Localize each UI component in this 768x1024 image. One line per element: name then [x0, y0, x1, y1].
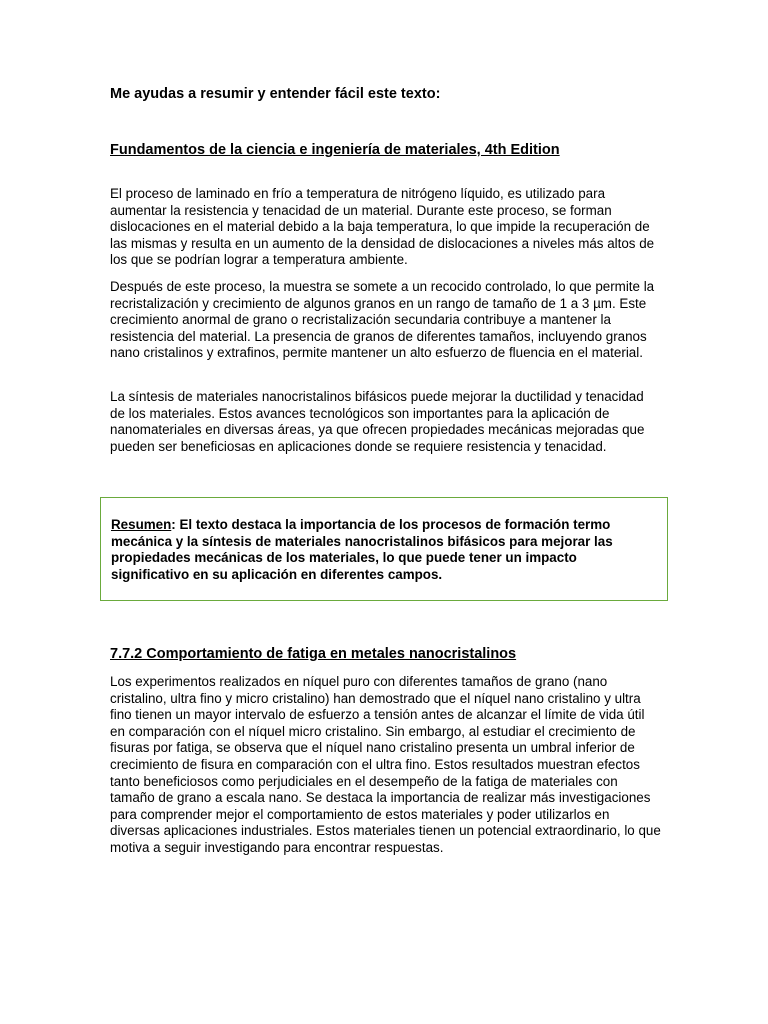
paragraph-3: La síntesis de materiales nanocristalinos bifásicos puede mejorar la ductilidad y tenacidad de los materiales. Estos avances tecnológicos son importantes para la aplicación de nanomateriales en diversas áreas, ya que ofrecen propiedades mecánicas mejoradas que pueden ser beneficiosas en aplicaciones donde se requiere resistencia y tenacidad.: [110, 389, 645, 454]
paragraph-1: El proceso de laminado en frío a temperatura de nitrógeno líquido, es utilizado para aumentar la resistencia y tenacidad de un material. Durante este proceso, se forman dislocaciones en el material debido a la baja temperatura, lo que impide la recuperación de las mismas y resulta en un aumento de la densidad de dislocaciones a niveles más altos de los que se podrían lograr a temperatura ambiente.: [110, 186, 655, 268]
summary-body: : El texto destaca la importancia de los procesos de formación termo mecánica y la síntesis de materiales nanocristalinos bifásicos para mejorar las propiedades mecánicas de los materiales, lo que puede tener un impacto significativo en su aplicación en diferentes campos.: [111, 517, 613, 582]
summary-box: [100, 497, 668, 601]
book-title: Fundamentos de la ciencia e ingeniería de materiales, 4th Edition: [110, 142, 560, 158]
question-heading: Me ayudas a resumir y entender fácil este texto:: [110, 86, 441, 102]
section-heading: 7.7.2 Comportamiento de fatiga en metales nanocristalinos: [110, 646, 517, 662]
paragraph-2: Después de este proceso, la muestra se somete a un recocido controlado, lo que permite la recristalización y crecimiento de algunos granos en un rango de tamaño de 1 a 3 µm. Este crecimiento anormal de grano o recristalización secundaria contribuye a mantener la resistencia del material. La presencia de granos de diferentes tamaños, incluyendo granos nano cristalinos y extrafinos, permite mantener un alto esfuerzo de fluencia en el material.: [110, 279, 655, 361]
section-paragraph: Los experimentos realizados en níquel puro con diferentes tamaños de grano (nano cristalino, ultra fino y micro cristalino) han demostrado que el níquel nano cristalino y ultra fino tienen un mayor intervalo de esfuerzo a tensión antes de alcanzar el límite de vida útil en comparación con el níquel micro cristalino. Sin embargo, al estudiar el crecimiento de fisuras por fatiga, se observa que el níquel nano cristalino presenta un umbral inferior de crecimiento de fisura en comparación con el ultra fino. Estos resultados muestran efectos tanto beneficiosos como perjudiciales en el desempeño de la fatiga de materiales con tamaño de grano a escala nano. Se destaca la importancia de realizar más investigaciones para comprender mejor el comportamiento de estos materiales y poder utilizarlos en diversas aplicaciones industriales. Estos materiales tienen un potencial extraordinario, lo que motiva a seguir investigando para encontrar respuestas.: [110, 674, 661, 855]
summary-label: Resumen: [111, 517, 172, 532]
summary-text: [111, 517, 651, 583]
